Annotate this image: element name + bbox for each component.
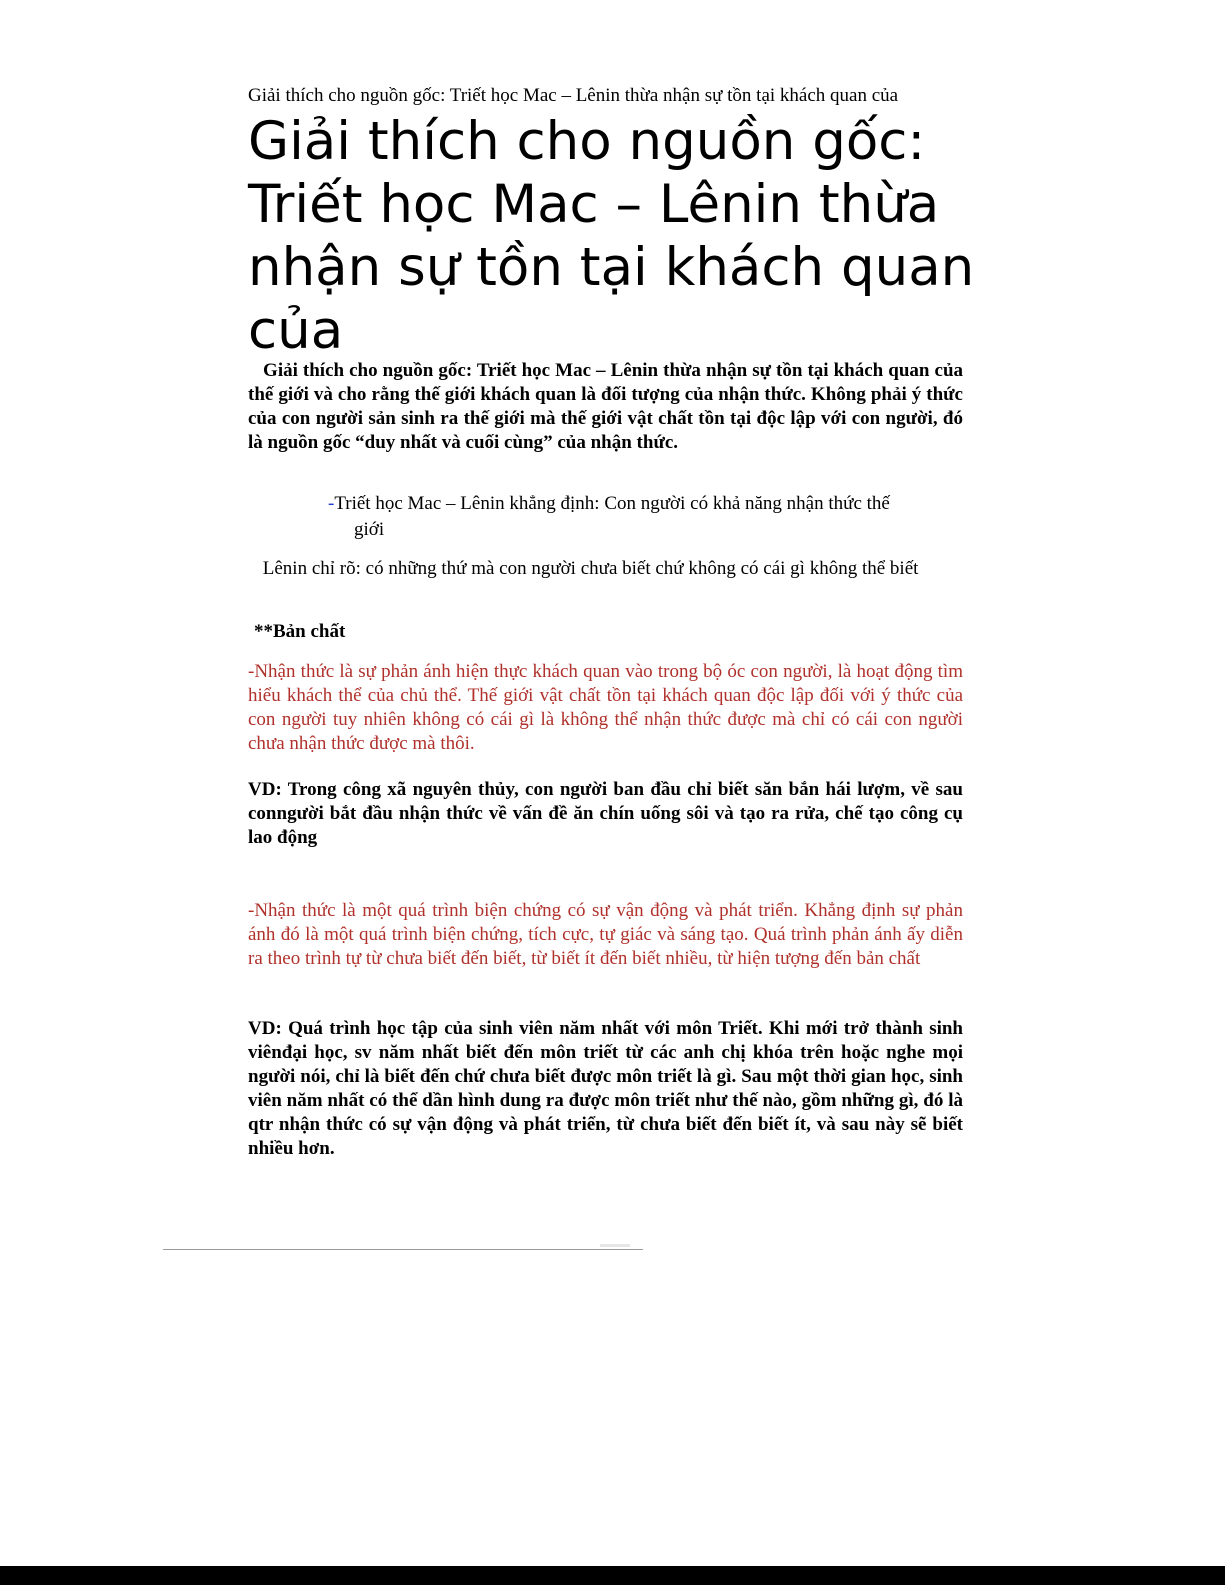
dash-item-line2: giới	[354, 519, 385, 540]
paragraph-origin-text: Giải thích cho nguồn gốc: Triết học Mac – Lênin thừa nhận sự tồn tại khách quan của thế giới và cho rằng thế giới khách quan là đối tượng của nhận thức. Không phải ý thức của con người sản sinh ra thế giới mà thế giới vật chất tồn tại độc lập với con người, đó là nguồn gốc “duy nhất và cuối cùng” của nhận thức.	[248, 360, 964, 453]
dash-marker: -	[328, 493, 335, 514]
footer-divider	[163, 1249, 643, 1250]
page-title: Giải thích cho nguồn gốc: Triết học Mac – Lênin thừa nhận sự tồn tại khách quan của	[248, 111, 975, 361]
dash-item-line1: Triết học Mac – Lênin khẳng định: Con người có khả năng nhận thức thế	[334, 493, 890, 514]
heading-essence: **Bản chất	[254, 621, 346, 642]
dash-list-item	[328, 491, 948, 543]
paragraph-lenin-text: Lênin chỉ rõ: có những thứ mà con người chưa biết chứ không có cái gì không thể biết	[262, 558, 919, 579]
bottom-edge-bar	[0, 1566, 1225, 1585]
example-1: VD: Trong công xã nguyên thủy, con người ban đầu chỉ biết săn bắn hái lượm, về sau conngười bắt đầu nhận thức về vấn đề ăn chín uống sôi và tạo ra rửa, chế tạo công cụ lao động	[248, 779, 963, 848]
footer-mark	[600, 1244, 630, 1247]
example-2: VD: Quá trình học tập của sinh viên năm nhất với môn Triết. Khi mới trở thành sinh viênđại học, sv năm nhất biết đến môn triết từ các anh chị khóa trên hoặc nghe mọi người nói, chỉ là biết đến chứ chưa biết được môn triết là gì. Sau một thời gian học, sinh viên năm nhất có thể dần hình dung ra được môn triết như thế nào, gồm những gì, đó là qtr nhận thức có sự vận động và phát triển, từ chưa biết đến biết ít, và sau này sẽ biết nhiều hơn.	[248, 1018, 963, 1159]
paragraph-essence-1: -Nhận thức là sự phản ánh hiện thực khách quan vào trong bộ óc con người, là hoạt động tìm hiểu khách thể của chủ thể. Thế giới vật chất tồn tại khách quan độc lập đối với ý thức của con người tuy nhiên không có cái gì là không thể nhận thức được mà chỉ có cái con người chưa nhận thức được mà thôi.	[248, 661, 963, 754]
paragraph-essence-2: -Nhận thức là một quá trình biện chứng có sự vận động và phát triển. Khẳng định sự phản ánh đó là một quá trình biện chứng, tích cực, tự giác và sáng tạo. Quá trình phản ánh ấy diễn ra theo trình tự từ chưa biết đến biết, từ biết ít đến biết nhiều, từ hiện tượng đến bản chất	[248, 900, 963, 969]
paragraph-origin	[248, 359, 963, 455]
running-header: Giải thích cho nguồn gốc: Triết học Mac – Lênin thừa nhận sự tồn tại khách quan của	[248, 85, 899, 106]
paragraph-lenin	[248, 557, 963, 581]
